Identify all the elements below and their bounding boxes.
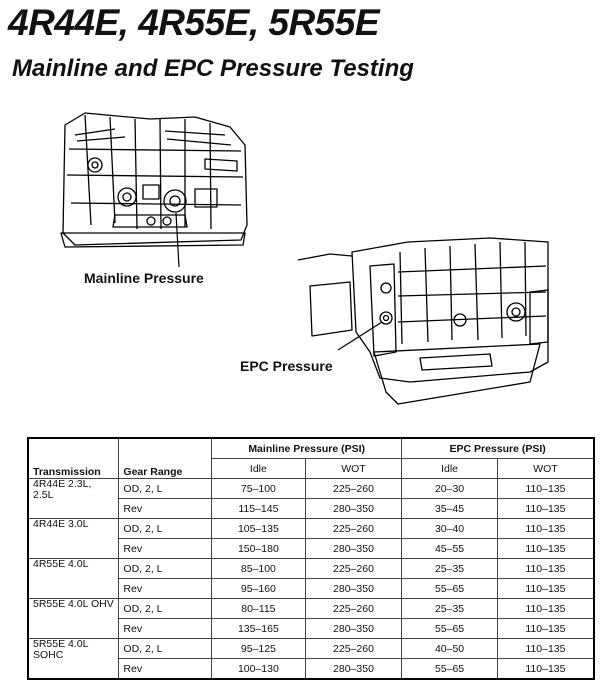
epc-idle-cell: 25–35 [402,559,498,579]
gear-range-cell: OD, 2, L [119,639,212,659]
mainline-wot-cell: 280–350 [305,499,402,519]
epc-pressure-label: EPC Pressure [240,358,333,374]
col-header-mainline-wot: WOT [305,459,402,479]
table-header-row [28,438,594,459]
mainline-idle-cell: 105–135 [212,519,306,539]
epc-idle-cell: 45–55 [402,539,498,559]
mainline-idle-cell: 135–165 [212,619,306,639]
mainline-pressure-label: Mainline Pressure [84,270,204,286]
gear-range-cell: Rev [119,579,212,599]
mainline-idle-cell: 75–100 [212,479,306,499]
mainline-idle-cell: 95–125 [212,639,306,659]
epc-wot-cell: 110–135 [497,599,594,619]
mainline-wot-cell: 225–260 [305,519,402,539]
transmission-cell: 4R55E 4.0L [28,559,119,599]
col-header-epc-wot: WOT [497,459,594,479]
gear-range-cell: OD, 2, L [119,519,212,539]
epc-wot-cell: 110–135 [497,559,594,579]
gear-range-cell: Rev [119,499,212,519]
mainline-idle-cell: 115–145 [212,499,306,519]
mainline-idle-cell: 150–180 [212,539,306,559]
table-row [28,519,594,539]
epc-wot-cell: 110–135 [497,619,594,639]
epc-idle-cell: 40–50 [402,639,498,659]
epc-wot-cell: 110–135 [497,499,594,519]
table-body [28,479,594,680]
epc-wot-cell: 110–135 [497,659,594,680]
epc-wot-cell: 110–135 [497,579,594,599]
pressure-spec-table [27,437,595,680]
table-row [28,479,594,499]
mainline-wot-cell: 225–260 [305,639,402,659]
mainline-wot-cell: 280–350 [305,619,402,639]
mainline-wot-cell: 225–260 [305,479,402,499]
epc-wot-cell: 110–135 [497,639,594,659]
page-title: 4R44E, 4R55E, 5R55E [8,2,380,43]
epc-wot-cell: 110–135 [497,479,594,499]
gear-range-cell: OD, 2, L [119,599,212,619]
epc-idle-cell: 35–45 [402,499,498,519]
epc-idle-cell: 55–65 [402,579,498,599]
col-header-epc-idle: Idle [402,459,498,479]
mainline-wot-cell: 280–350 [305,539,402,559]
transmission-cell: 5R55E 4.0L OHV [28,599,119,639]
transmission-cell: 4R44E 2.3L, 2.5L [28,479,119,519]
transmission-cell: 4R44E 3.0L [28,519,119,559]
transmission-epc-illustration [290,232,552,412]
mainline-wot-cell: 280–350 [305,659,402,680]
mainline-wot-cell: 225–260 [305,599,402,619]
transmission-mainline-illustration [55,105,255,270]
table-row [28,599,594,619]
table-row [28,639,594,659]
gear-range-cell: OD, 2, L [119,479,212,499]
transmission-cell: 5R55E 4.0L SOHC [28,639,119,680]
epc-idle-cell: 55–65 [402,619,498,639]
col-header-gear-range: Gear Range [119,438,212,479]
epc-wot-cell: 110–135 [497,519,594,539]
table-row [28,559,594,579]
epc-idle-cell: 20–30 [402,479,498,499]
mainline-idle-cell: 80–115 [212,599,306,619]
mainline-wot-cell: 280–350 [305,579,402,599]
col-group-mainline: Mainline Pressure (PSI) [212,438,402,459]
gear-range-cell: Rev [119,539,212,559]
gear-range-cell: Rev [119,659,212,680]
epc-wot-cell: 110–135 [497,539,594,559]
gear-range-cell: OD, 2, L [119,559,212,579]
mainline-idle-cell: 85–100 [212,559,306,579]
mainline-idle-cell: 100–130 [212,659,306,680]
epc-idle-cell: 30–40 [402,519,498,539]
page-subtitle: Mainline and EPC Pressure Testing [12,55,414,82]
col-group-epc: EPC Pressure (PSI) [402,438,594,459]
epc-idle-cell: 25–35 [402,599,498,619]
gear-range-cell: Rev [119,619,212,639]
col-header-transmission: Transmission [28,438,119,479]
epc-idle-cell: 55–65 [402,659,498,680]
mainline-wot-cell: 225–260 [305,559,402,579]
col-header-mainline-idle: Idle [212,459,306,479]
mainline-idle-cell: 95–160 [212,579,306,599]
